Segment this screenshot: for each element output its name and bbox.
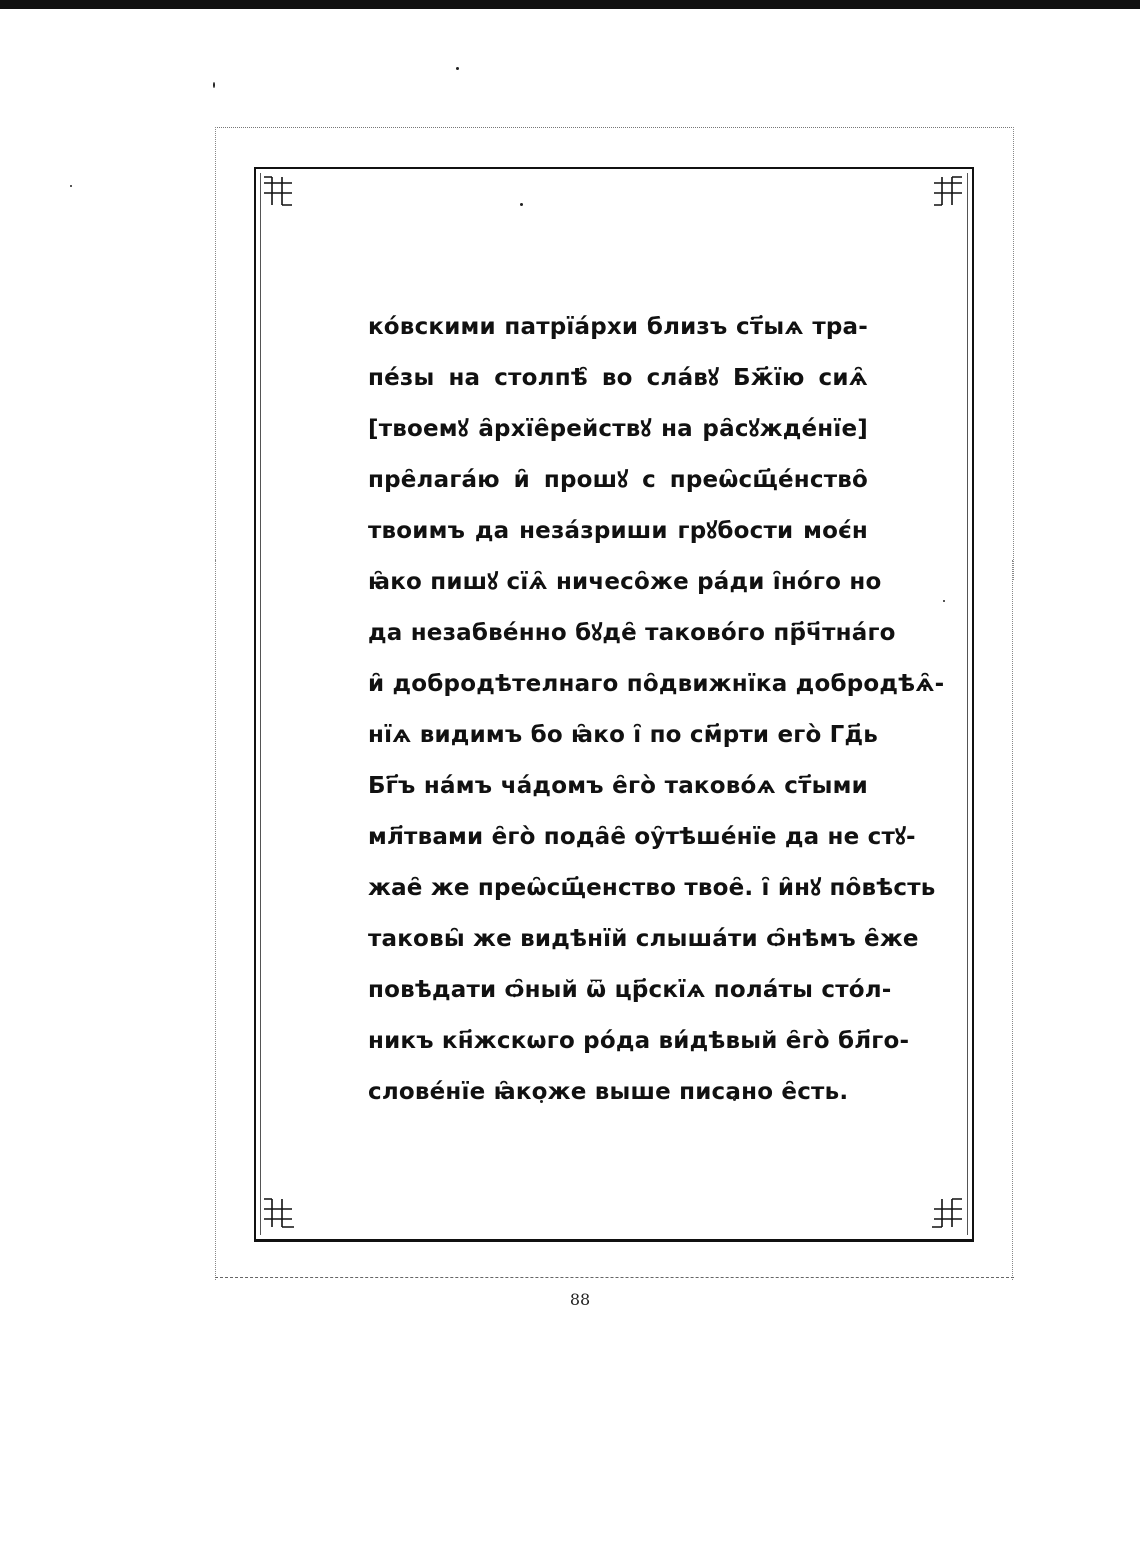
text-line: твоимъ да неза́зриши грꙋбости моє́н bbox=[368, 518, 868, 544]
page-number: 88 bbox=[569, 1290, 591, 1309]
outer-frame-left-edge bbox=[215, 560, 216, 1280]
fret-ornament-icon bbox=[260, 1195, 296, 1231]
corner-ornament-top-right bbox=[930, 173, 966, 209]
text-line: таковы̑ же видѣнїй слыша́ти ѻ̑нѣмъ е̑же bbox=[368, 926, 919, 952]
text-line: да незабве́нно бꙋде̑ таково́го пр҃ч҃тна́го bbox=[368, 620, 896, 646]
corner-ornament-bottom-left bbox=[260, 1195, 296, 1231]
fret-ornament-icon bbox=[260, 173, 296, 209]
text-line: пе́зы на столпѣ̑ во сла́вꙋ Бж҃їю сиѧ̑ bbox=[368, 365, 868, 391]
text-line: мл҃твами е̑го̀ пода̑е̑ оу̑тѣше́нїе да не стꙋ- bbox=[368, 824, 916, 850]
manuscript-text bbox=[368, 302, 945, 1118]
text-line: жае̑ же преѡ̑сщ҃енство твое̑. і̑ и̑нꙋ по̑вѣсть bbox=[368, 875, 936, 901]
text-line: пре̑лага́ю и̑ прошꙋ с преѡ̑сщ҃е́нство̑ bbox=[368, 467, 868, 493]
text-line: повѣдати ѻ̑ный ѿ цр҃скїѧ пола́ты сто́л- bbox=[368, 977, 892, 1003]
scan-speck bbox=[213, 82, 215, 88]
text-line: слове́нїе ꙗ̑коже выше писано е̑сть. bbox=[368, 1079, 849, 1105]
text-line: ко́вскими патрїа́рхи близъ ст҃ыѧ тра- bbox=[368, 314, 868, 340]
outer-frame-bottom-edge bbox=[215, 1277, 1014, 1278]
text-line: [твоемꙋ а̑рхїе̑рействꙋ на ра̑сꙋжде́нїе] bbox=[368, 416, 868, 442]
corner-ornament-top-left bbox=[260, 173, 296, 209]
scan-speck bbox=[456, 67, 459, 70]
text-line: нїѧ видимъ бо ꙗ̑ко і̑ по см҃рти его̀ Гд҃ь bbox=[368, 722, 879, 748]
corner-ornament-bottom-right bbox=[930, 1195, 966, 1231]
text-line: ꙗ̑ко пишꙋ сїѧ̑ ничесо̑же ра́ди і̑но́го но bbox=[368, 569, 882, 595]
text-line: и̑ добродѣтелнаго по̑движнїка добродѣѧ̑- bbox=[368, 671, 945, 697]
scan-speck bbox=[70, 185, 72, 187]
outer-frame-right-edge bbox=[1012, 560, 1013, 1280]
scan-top-edge bbox=[0, 0, 1140, 9]
text-line: никъ кн҃жскѡго ро́да ви́дѣвый е̑го̀ бл҃го- bbox=[368, 1028, 910, 1054]
text-line: Бг҃ъ на́мъ ча́домъ е̑го̀ таково́ѧ ст҃ыми bbox=[368, 773, 868, 799]
fret-ornament-icon bbox=[930, 1195, 966, 1231]
fret-ornament-icon bbox=[930, 173, 966, 209]
